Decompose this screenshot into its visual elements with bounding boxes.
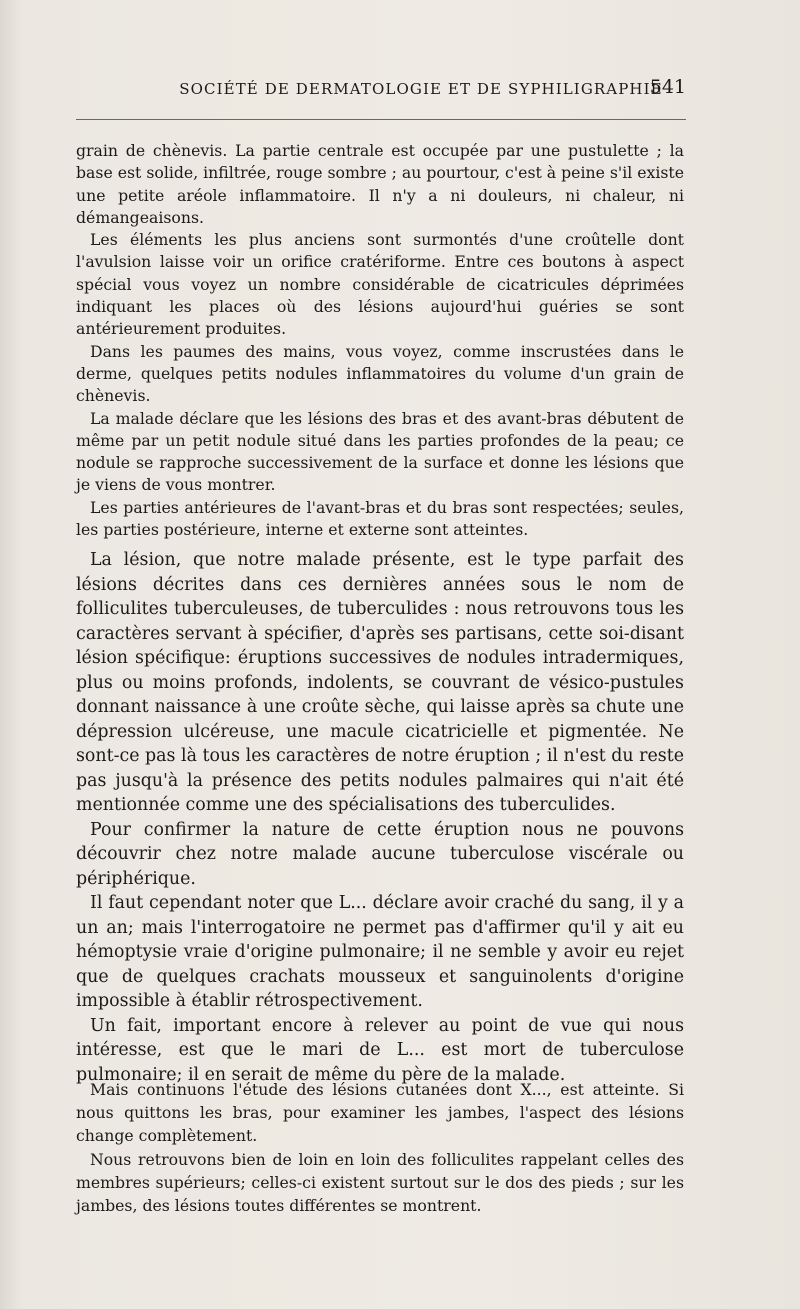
text-block-small-2: [76, 1078, 684, 1217]
paragraph: Il faut cependant noter que L... déclare avoir craché du sang, il y a un an; mais l'interrogatoire ne permet pas d'affirmer qu'il y ait eu hémoptysie vraie d'origine pulmonaire; il ne semble y avoir eu rejet que de quelques crachats mousseux et sanguinolents d'origine impossible à établir rétrospectivement.: [76, 893, 684, 1011]
paragraph: La malade déclare que les lésions des bras et des avant-bras débutent de même par un petit nodule situé dans les parties profondes de la peau; ce nodule se rapproche successivement de la surface et donne les lésions que je viens de vous montrer.: [76, 408, 684, 495]
paragraph: Un fait, important encore à relever au point de vue qui nous intéresse, est que le mari de L... est mort de tuberculose pulmonaire; il en serait de même du père de la malade.: [76, 1015, 684, 1085]
paragraph: Les éléments les plus anciens sont surmontés d'une croûtelle dont l'avulsion laisse voir un orifice cratériforme. Entre ces boutons à aspect spécial vous voyez un nombre considérable de cicatricules déprimées indiquant les places où des lésions aujourd'hui guéries se sont antérieurement produites.: [76, 230, 684, 339]
paragraph: Mais continuons l'étude des lésions cutanées dont X..., est atteinte. Si nous quittons les bras, pour examiner les jambes, l'aspect des lésions change complètement.: [76, 1080, 684, 1146]
paragraph: La lésion, que notre malade présente, est le type parfait des lésions décrites dans ces dernières années sous le nom de folliculites tuberculeuses, de tuberculides : nous retrouvons tous les caractères servant à spécifier, d'après ses partisans, cette soi-disant lésion spécifique: éruptions successives de nodules intradermiques, plus ou moins profonds, indolents, se couvrant de vésico-pustules donnant naissance à une croûte sèche, qui laisse après sa chute une dépression ulcéreuse, une macule cicatricielle et pigmentée. Ne sont-ce pas là tous les caractères de notre éruption ; il n'est du reste pas jusqu'à la présence des petits nodules palmaires qui n'ait été mentionnée comme une des spécialisations des tuberculides.: [76, 550, 684, 815]
paragraph: Les parties antérieures de l'avant-bras et du bras sont respectées; seules, les parties postérieure, interne et externe sont atteintes.: [76, 497, 684, 540]
paragraph: Dans les paumes des mains, vous voyez, comme inscrustées dans le derme, quelques petits nodules inflammatoires du volume d'un grain de chènevis.: [76, 341, 684, 406]
running-head: SOCIÉTÉ DE DERMATOLOGIE ET DE SYPHILIGRAPHIE: [179, 80, 663, 98]
paragraph: grain de chènevis. La partie centrale est occupée par une pustulette ; la base est solide, infiltrée, rouge sombre ; au pourtour, c'est à peine s'il existe une petite aréole inflammatoire. Il n'y a ni douleurs, ni chaleur, ni démangeaisons.: [76, 141, 685, 227]
page-number: 541: [649, 76, 686, 98]
paragraph: Pour confirmer la nature de cette éruption nous ne pouvons découvrir chez notre malade aucune tuberculose viscérale ou périphérique.: [76, 819, 684, 889]
header-rule: [76, 119, 686, 120]
paragraph: Nous retrouvons bien de loin en loin des folliculites rappelant celles des membres supérieurs; celles-ci existent surtout sur le dos des pieds ; sur les jambes, des lésions toutes différentes se montrent.: [76, 1149, 684, 1216]
text-block-small: [76, 140, 684, 541]
text-block-large: [76, 548, 684, 1087]
